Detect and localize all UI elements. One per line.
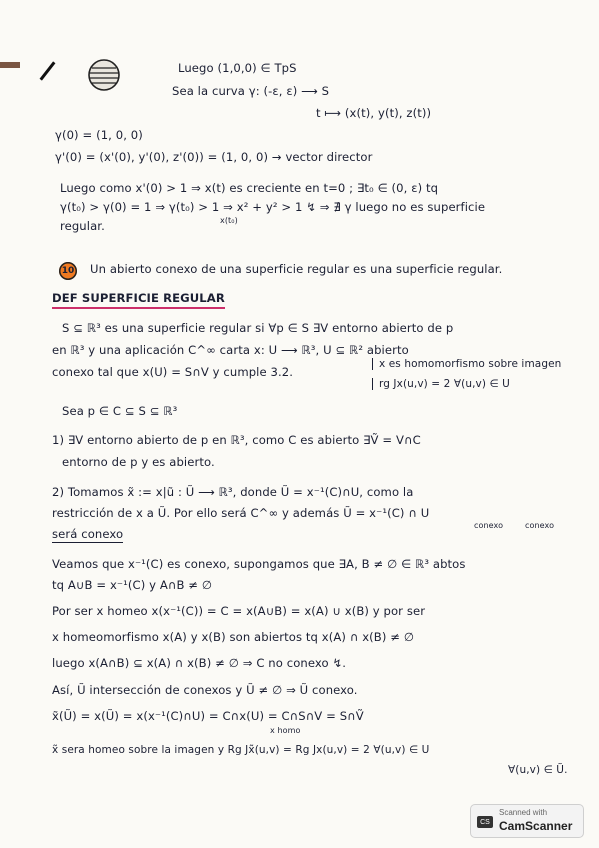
point-2-line-b: restricción de x a Ũ. Por ello será C^∞ y además Ũ = x⁻¹(C) ∩ U (52, 506, 430, 520)
exercise-number-badge: 10 (59, 262, 77, 280)
proof-line-2: tq A∪B = x⁻¹(C) y A∩B ≠ ∅ (52, 578, 213, 592)
camscanner-watermark (470, 804, 584, 838)
proof-line-3: Por ser x homeo x(x⁻¹(C)) = C = x(A∪B) = x(A) ∪ x(B) y por ser (52, 604, 426, 618)
text-map: t ⟼ (x(t), y(t), z(t)) (316, 106, 432, 120)
camscanner-brand: CamScanner (499, 819, 573, 833)
text-regular: regular. (60, 219, 105, 233)
camscanner-logo-icon: CS (477, 816, 493, 828)
text-gamma0: γ(0) = (1, 0, 0) (55, 128, 143, 142)
label-conexo-b: conexo (525, 521, 555, 530)
definition-line-2: en ℝ³ y una aplicación C^∞ carta x: U ⟶ ℝ³, U ⊆ ℝ² abierto (52, 343, 409, 357)
proof-line-7: x̃(Ũ) = x(Ũ) = x(x⁻¹(C)∩U) = C∩x(U) = C∩S∩V = S∩Ṽ (52, 709, 364, 723)
pen-stroke (40, 61, 56, 80)
definition-line-1: S ⊆ ℝ³ es una superficie regular si ∀p ∈ S ∃V entorno abierto de p (62, 321, 454, 335)
text-gamma-prime0: γ'(0) = (x'(0), y'(0), z'(0)) = (1, 0, 0) → vector director (55, 150, 373, 164)
proof-line-4: x homeomorfismo x(A) y x(B) son abiertos tq x(A) ∩ x(B) ≠ ∅ (52, 630, 415, 644)
point-1-line-a: 1) ∃V entorno abierto de p en ℝ³, como C es abierto ∃Ṽ = V∩C (52, 433, 421, 447)
proof-line-1: Veamos que x⁻¹(C) es conexo, supongamos que ∃A, B ≠ ∅ ∈ ℝ³ abtos (52, 557, 466, 571)
scribble-icon (87, 58, 121, 92)
scanned-with-label: Scanned with (499, 808, 548, 817)
condition-1: x es homomorfismo sobre imagen (372, 358, 561, 370)
text-sea: Sea p ∈ C ⊆ S ⊆ ℝ³ (62, 404, 178, 418)
proof-line-8: x̃ sera homeo sobre la imagen y Rg Jx̃(u,v) = Rg Jx(u,v) = 2 ∀(u,v) ∈ U (52, 744, 430, 756)
point-2-line-a: 2) Tomamos x̃ := x|ũ : Ũ ⟶ ℝ³, donde Ũ = x⁻¹(C)∩U, como la (52, 485, 414, 499)
text-curva: Sea la curva γ: (-ε, ε) ⟶ S (172, 84, 330, 98)
proof-line-9: ∀(u,v) ∈ Ũ. (508, 764, 568, 776)
exercise-statement: Un abierto conexo de una superficie regular es una superficie regular. (90, 262, 503, 276)
definition-title: DEF SUPERFICIE REGULAR (52, 291, 225, 309)
definition-line-3: conexo tal que x(U) = S∩V y cumple 3.2. (52, 365, 294, 379)
condition-2: rg Jx(u,v) = 2 ∀(u,v) ∈ U (372, 378, 510, 390)
label-conexo-a: conexo (474, 521, 504, 530)
proof-line-5: luego x(A∩B) ⊆ x(A) ∩ x(B) ≠ ∅ ⇒ C no conexo ↯. (52, 656, 347, 670)
text-luego-tp: Luego (1,0,0) ∈ TpS (178, 61, 297, 75)
text-xt0: x(t₀) (220, 216, 238, 225)
text-creciente: Luego como x'(0) > 1 ⇒ x(t) es creciente en t=0 ; ∃t₀ ∈ (0, ε) tq (60, 181, 439, 195)
page-edge-mark (0, 62, 20, 68)
text-sera-conexo: será conexo (52, 527, 124, 541)
label-x-homo: x homo (270, 726, 301, 735)
text-ineq: γ(t₀) > γ(0) = 1 ⇒ γ(t₀) > 1 ⇒ x² + y² > 1 ↯ ⇒ ∄ γ luego no es superficie (60, 200, 486, 214)
point-1-line-b: entorno de p y es abierto. (62, 455, 215, 469)
proof-line-6: Así, Ũ intersección de conexos y Ũ ≠ ∅ ⇒ Ũ conexo. (52, 683, 358, 697)
